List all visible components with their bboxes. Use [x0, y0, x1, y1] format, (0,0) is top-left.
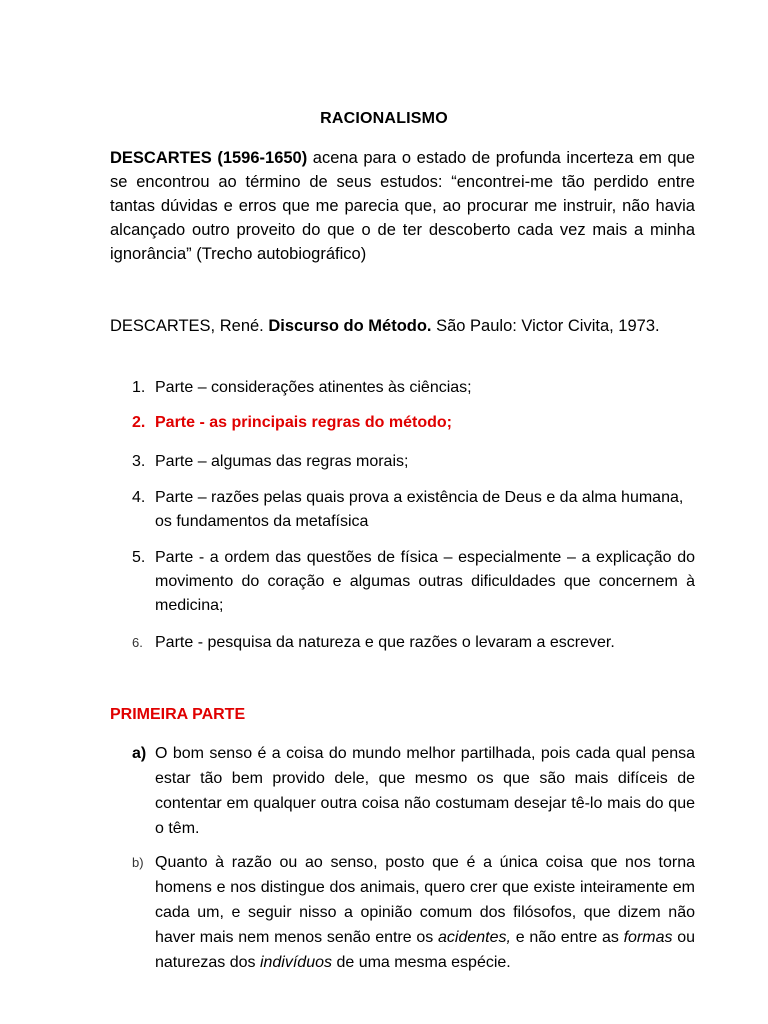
italic-term: formas	[623, 929, 673, 946]
list-item-number: 2.	[132, 414, 146, 431]
paragraph-text-part: Quanto à razão ou ao senso, posto que é a única coisa que nos torna homens e nos distingue dos animais, quero crer que existe inteiramente em cada um, e seguir nisso a opinião comum dos filósofos, que dizem não haver mais nem menos senão entre os	[155, 854, 695, 946]
list-item-text: Parte - pesquisa da natureza e que razões o levaram a escrever.	[155, 634, 615, 651]
page-title: RACIONALISMO	[320, 110, 448, 127]
bibliographic-reference	[110, 314, 695, 339]
list-item	[132, 376, 695, 400]
reference-author: DESCARTES, René.	[110, 317, 269, 335]
list-item	[132, 450, 695, 474]
paragraph-text-part: de uma mesma espécie.	[332, 954, 511, 971]
italic-term: indivíduos	[259, 954, 332, 971]
list-item-number: 3.	[132, 453, 146, 470]
paragraph-text-part: ou naturezas dos	[155, 929, 696, 971]
intro-text: acena para o estado de profunda incerteza em que se encontrou ao término de seus estudos: “encontrei-me tão perdido entre tantas dúvidas e erros que me parecia que, ao procurar me instruir, não havia alcançado outro proveito do que o de ter descoberto cada vez mais a minha ignorância” (Trecho autobiográfico)	[110, 149, 695, 263]
paragraph-label: b)	[132, 855, 144, 870]
intro-author: DESCARTES (1596-1650)	[110, 149, 308, 167]
intro-paragraph	[110, 146, 695, 266]
list-item-text: Parte - a ordem das questões de física – especialmente – a explicação do movimento do coração e algumas outras dificuldades que concernem à medicina;	[155, 549, 695, 614]
list-item-number: 5.	[132, 549, 146, 566]
list-item-text: Parte - as principais regras do método;	[155, 414, 452, 431]
list-item	[132, 546, 695, 618]
list-item-number: 4.	[132, 489, 146, 506]
paragraph-text-part: e não entre as	[510, 929, 624, 946]
list-item-number: 1.	[132, 379, 146, 396]
italic-term: acidentes,	[438, 929, 511, 946]
paragraph-text: O bom senso é a coisa do mundo melhor partilhada, pois cada qual pensa estar tão bem provido dele, que mesmo os que são mais difíceis de contentar em qualquer outra coisa não costumam desejar tê-lo mais do que o têm.	[155, 745, 695, 837]
paragraph-label: a)	[132, 745, 147, 762]
list-item-text: Parte – razões pelas quais prova a existência de Deus e da alma humana, os fundamentos da metafísica	[155, 489, 684, 530]
list-item	[132, 631, 695, 655]
list-item-highlighted	[132, 411, 695, 435]
list-item-text: Parte – algumas das regras morais;	[155, 453, 409, 470]
section-heading: PRIMEIRA PARTE	[110, 706, 246, 723]
paragraph-b	[132, 850, 695, 975]
list-item-number: 6.	[132, 635, 143, 650]
list-item-text: Parte – considerações atinentes às ciências;	[155, 379, 472, 396]
list-item	[132, 486, 695, 534]
reference-publisher: São Paulo: Victor Civita, 1973.	[431, 317, 660, 335]
paragraph-a	[132, 741, 695, 841]
paragraph-text	[155, 850, 695, 975]
reference-work: Discurso do Método.	[268, 317, 432, 335]
